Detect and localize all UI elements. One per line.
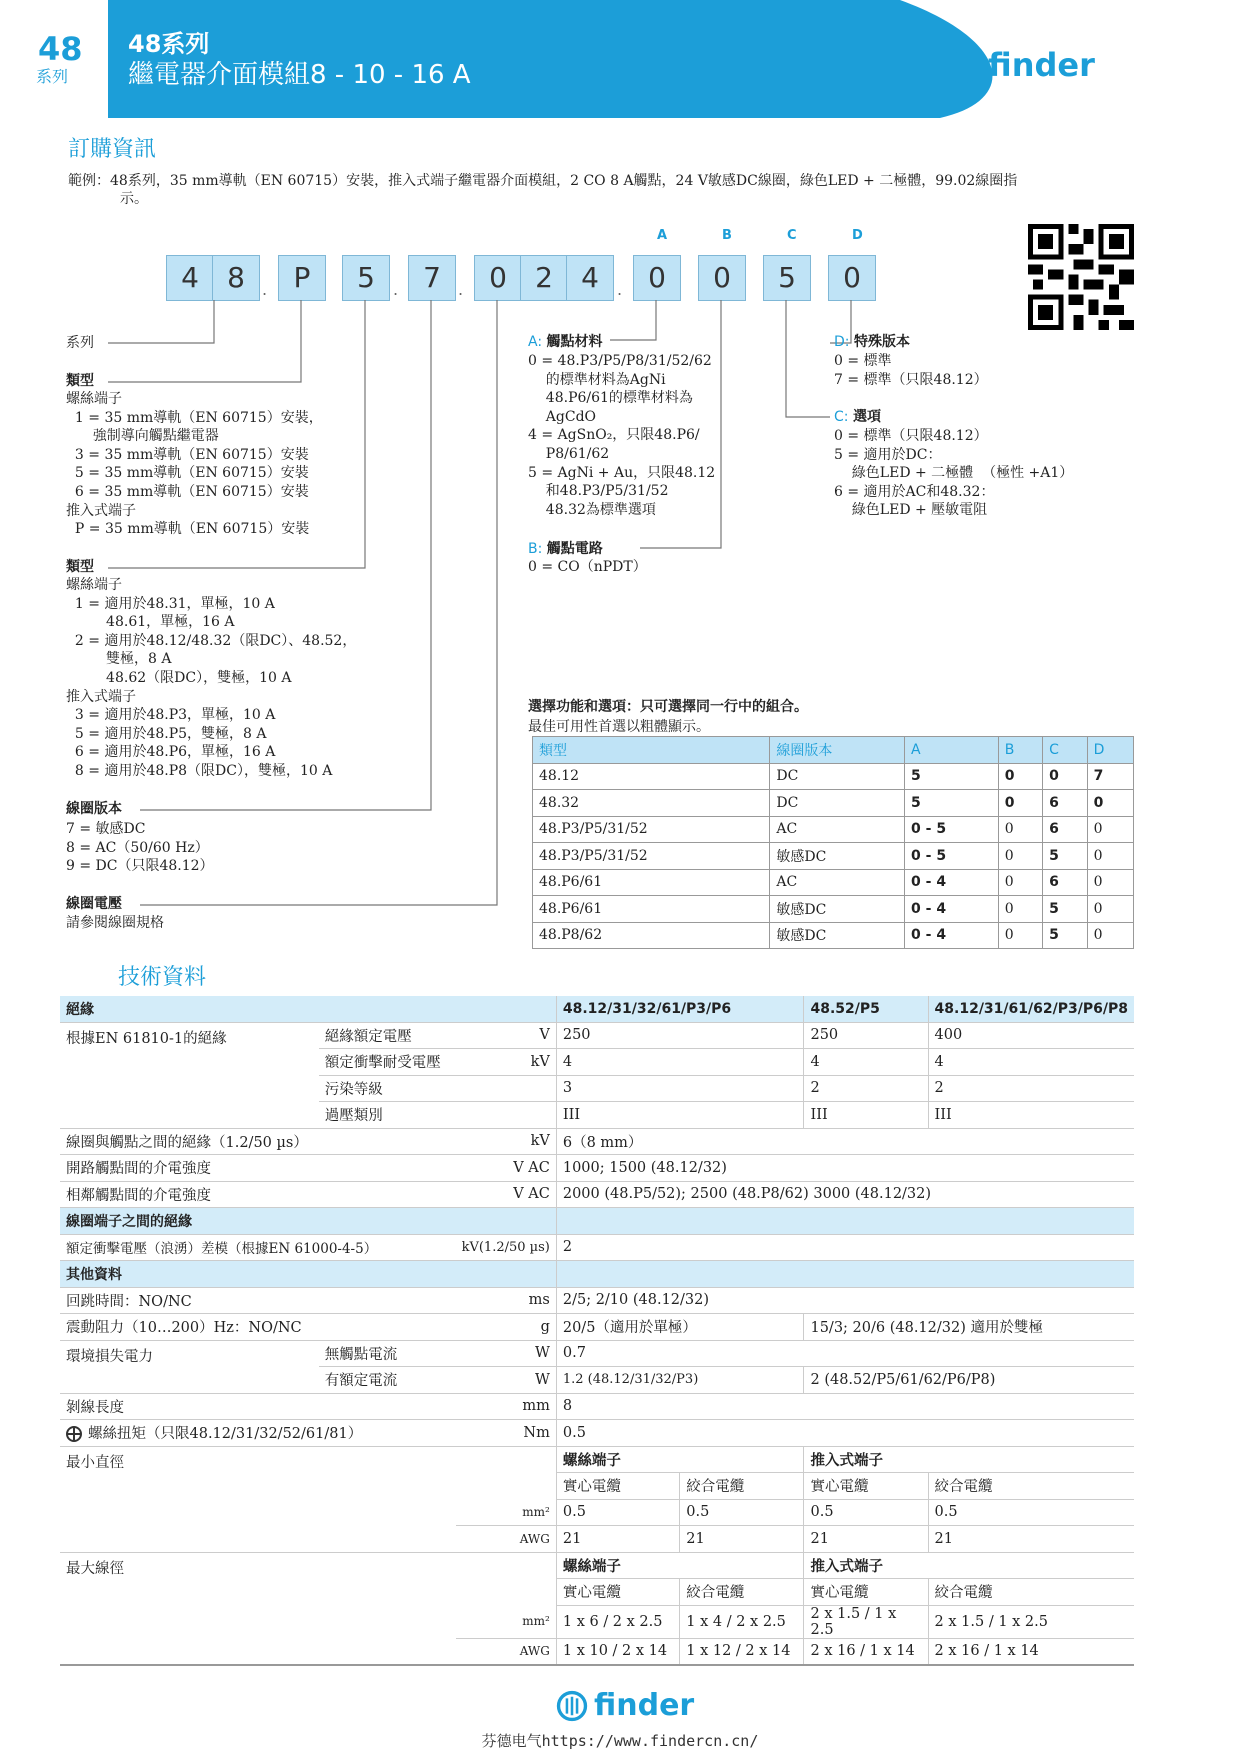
cell: 15/3; 20/6 (48.12/32) 適用於雙極	[804, 1314, 1134, 1341]
cell: 5	[1043, 896, 1087, 923]
table-row	[60, 1234, 1134, 1261]
cell: 0	[998, 869, 1042, 896]
cell: 2	[804, 1075, 928, 1102]
cell: 48.P6/61	[533, 869, 770, 896]
row-unit: mm²	[456, 1605, 557, 1638]
cell: 絞合電纜	[928, 1579, 1134, 1606]
footer-url[interactable]: 芬德电气https://www.findercn.cn/	[481, 1732, 759, 1750]
cell: 敏感DC	[770, 922, 905, 949]
cell: 48.P3/P5/31/52	[533, 843, 770, 870]
cell: 敏感DC	[770, 843, 905, 870]
cell: 250	[556, 1022, 804, 1049]
type1-title: 類型	[66, 373, 94, 389]
code-digit: P	[278, 255, 326, 301]
cell: 5	[905, 763, 999, 790]
row-unit: Nm	[456, 1420, 557, 1447]
code-digit: 0	[828, 255, 876, 301]
coil-insulation-heading: 線圈端子之間的絕緣	[60, 1208, 556, 1235]
cell: 絞合電纜	[928, 1473, 1134, 1500]
code-label-d: D	[852, 228, 863, 243]
coil-version-title: 線圈版本	[66, 801, 122, 817]
cell: 實心電纜	[556, 1473, 679, 1500]
code-label-b: B	[722, 228, 732, 243]
cell: 0	[998, 763, 1042, 790]
finder-logo-icon	[556, 1690, 588, 1722]
cell: 絞合電纜	[680, 1473, 804, 1500]
table-row	[60, 1314, 1134, 1341]
cell	[556, 1261, 1134, 1288]
coil-version-body: 7 = 敏感DC 8 = AC（50/60 Hz） 9 = DC（只限48.12）	[66, 821, 214, 875]
cell: 0.5	[556, 1420, 1134, 1447]
code-separator: .	[393, 280, 399, 299]
cell: 0	[998, 816, 1042, 843]
row-unit: mm	[456, 1393, 557, 1420]
code-digit: 5	[763, 255, 811, 301]
cell: 0	[1087, 843, 1133, 870]
cell: 21	[556, 1526, 679, 1553]
cell: III	[804, 1102, 928, 1129]
insulation-heading: 絕緣	[60, 996, 556, 1022]
code-separator: .	[262, 280, 268, 299]
contact-material-body: 0 = 48.P3/P5/P8/31/52/62 的標準材料為AgNi 48.P6/61的標準材料為 AgCdO 4 = AgSnO₂，只限48.P6/ P8/61/62 5 = AgNi + Au，只限48.12 和48.P3/P5/31/52 48.32為標準選項	[528, 353, 716, 518]
cell: 0.5	[556, 1499, 679, 1526]
code-digit: 5	[342, 255, 390, 301]
table-row	[60, 1128, 1134, 1155]
cell: 7	[1087, 763, 1133, 790]
cell	[456, 1446, 557, 1473]
code-digit: 0	[698, 255, 746, 301]
cell: AC	[770, 869, 905, 896]
cell: 1000; 1500 (48.12/32)	[556, 1155, 1134, 1182]
cell: 0.5	[804, 1499, 928, 1526]
row-label: 相鄰觸點間的介電強度	[60, 1181, 456, 1208]
page-subtitle: 繼電器介面模組8 - 10 - 16 A	[128, 60, 471, 90]
row-label: 開路觸點間的介電強度	[60, 1155, 456, 1182]
cell: 0.5	[680, 1499, 804, 1526]
cell: 0.5	[928, 1499, 1134, 1526]
tech-table	[60, 996, 1134, 1666]
row-unit: g	[456, 1314, 557, 1341]
cell: 48.P3/P5/31/52	[533, 816, 770, 843]
row-label	[60, 1420, 456, 1447]
cell: 0	[1087, 922, 1133, 949]
code-digit: 0	[474, 255, 522, 301]
table-row	[60, 1287, 1134, 1314]
example-line-2: 示。	[120, 191, 148, 207]
special-version-body: 0 = 標準 7 = 標準（只限48.12）	[834, 353, 988, 388]
code-digit: 4	[166, 255, 214, 301]
cell	[556, 1208, 1134, 1235]
row-unit: AWG	[456, 1638, 557, 1665]
table-row	[60, 1393, 1134, 1420]
table-row	[60, 1022, 1134, 1049]
cell: 20/5（適用於單極）	[556, 1314, 804, 1341]
coil-voltage-body: 請參閱線圈規格	[66, 915, 164, 931]
page-title: 48系列	[128, 30, 210, 58]
cell: 400	[928, 1022, 1134, 1049]
cell: 0	[1043, 763, 1087, 790]
cell: 2/5; 2/10 (48.12/32)	[556, 1287, 1134, 1314]
table-row	[60, 1181, 1134, 1208]
tech-title: 技術資料	[118, 965, 207, 990]
row-label: 污染等級	[319, 1075, 456, 1102]
screwdriver-icon	[66, 1426, 82, 1442]
cell: 0	[998, 896, 1042, 923]
type2-title: 類型	[66, 559, 94, 575]
ordering-title: 訂購資訊	[68, 137, 157, 162]
cell: 2000 (48.P5/52); 2500 (48.P8/62) 3000 (48.12/32)	[556, 1181, 1134, 1208]
cell: 21	[928, 1526, 1134, 1553]
cell: 48.P6/61	[533, 896, 770, 923]
row-unit: V AC	[456, 1181, 557, 1208]
type1-body: 螺絲端子 1 = 35 mm導軌（EN 60715）安裝， 強制導向觸點繼電器 3 = 35 mm導軌（EN 60715）安裝 5 = 35 mm導軌（EN 60715）安裝 6 = 35 mm導軌（EN 60715）安裝 推入式端子 P = 35 mm導軌（EN 60715）安裝	[66, 391, 323, 538]
cell: 1 x 4 / 2 x 2.5	[680, 1605, 804, 1638]
code-digit: 8	[212, 255, 260, 301]
options-body: 0 = 標準（只限48.12） 5 = 適用於DC： 綠色LED + 二極體 （極性 +A1） 6 = 適用於AC和48.32： 綠色LED + 壓敏電阻	[834, 428, 1074, 519]
series-label-text: 系列	[66, 335, 94, 351]
table-row	[60, 1446, 1134, 1473]
cell: 0	[1087, 816, 1133, 843]
cell: 4	[556, 1049, 804, 1076]
row-unit: kV	[456, 1049, 557, 1076]
cell: 2 x 16 / 1 x 14	[804, 1638, 928, 1665]
example-line-1: 範例：48系列，35 mm導軌（EN 60715）安裝，推入式端子繼電器介面模組，2 CO 8 A觸點，24 V敏感DC線圈，綠色LED + 二極體，99.02線圈指	[68, 173, 1018, 189]
cell: DC	[770, 763, 905, 790]
cell: 2	[556, 1234, 1134, 1261]
sel-col-coil: 線圈版本	[770, 737, 905, 764]
cell: 實心電纜	[556, 1579, 679, 1606]
cell: 0 - 4	[905, 922, 999, 949]
table-row	[60, 1340, 1134, 1367]
table-row	[533, 896, 1134, 923]
coil-voltage-title: 線圈電壓	[66, 896, 122, 912]
selection-header-row	[533, 737, 1134, 764]
cell: 2 x 1.5 / 1 x 2.5	[804, 1605, 928, 1638]
cell: 8	[556, 1393, 1134, 1420]
cell: 絞合電纜	[680, 1579, 804, 1606]
tech-col-1: 48.12/31/32/61/P3/P6	[556, 996, 804, 1022]
row-label: 線圈與觸點之間的絕緣（1.2/50 µs）	[60, 1128, 456, 1155]
cell: 0.7	[556, 1340, 1134, 1367]
code-label-a: A	[657, 228, 668, 243]
cell: 2 x 16 / 1 x 14	[928, 1638, 1134, 1665]
row-unit: V AC	[456, 1155, 557, 1182]
sel-col-a: A	[905, 737, 999, 764]
table-row	[533, 922, 1134, 949]
cell: 0	[1087, 869, 1133, 896]
row-label: 回跳時間：NO/NC	[60, 1287, 456, 1314]
cell: 4	[804, 1049, 928, 1076]
sel-col-type: 類型	[533, 737, 770, 764]
options-title: C: 選項	[834, 409, 881, 425]
push-terminal-heading: 推入式端子	[804, 1446, 1134, 1473]
code-separator: .	[458, 280, 464, 299]
row-unit: W	[456, 1367, 557, 1394]
row-label: 震動阻力（10…200）Hz：NO/NC	[60, 1314, 456, 1341]
cell: 實心電纜	[804, 1473, 928, 1500]
code-digit: 7	[408, 255, 456, 301]
cell: 0 - 4	[905, 896, 999, 923]
cell: 3	[556, 1075, 804, 1102]
row-unit	[456, 1102, 557, 1129]
row-unit: kV	[456, 1128, 557, 1155]
row-label: 絕緣額定電壓	[319, 1022, 456, 1049]
cell	[456, 1552, 557, 1579]
cell: 250	[804, 1022, 928, 1049]
contact-circuit-body: 0 = CO（nPDT）	[528, 559, 647, 575]
cell: 1 x 10 / 2 x 14	[556, 1638, 679, 1665]
row-label: 剝線長度	[60, 1393, 456, 1420]
special-version-title: D: 特殊版本	[834, 334, 910, 350]
table-row	[533, 843, 1134, 870]
cell: 0	[1087, 896, 1133, 923]
cell: 2 (48.52/P5/61/62/P6/P8)	[804, 1367, 1134, 1394]
code-digit: 0	[633, 255, 681, 301]
row-unit: kV(1.2/50 µs)	[456, 1234, 557, 1261]
sel-col-c: C	[1043, 737, 1087, 764]
footer-logo-text: finder	[594, 1688, 695, 1723]
cell: DC	[770, 790, 905, 817]
cell: 2 x 1.5 / 1 x 2.5	[928, 1605, 1134, 1638]
coil-insulation-heading-row	[60, 1208, 1134, 1235]
type2-body: 螺絲端子 1 = 適用於48.31，單極，10 A 48.61，單極，16 A 2 = 適用於48.12/48.32（限DC）、48.52， 雙極，8 A 48.62（限DC），雙極，10 A 推入式端子 3 = 適用於48.P3，單極，10 A 5 = 適用於48.P5，雙極，8 A 6 = 適用於48.P6，單極，16 A 8 = 適用於48.P8（限DC），雙極，10 A	[66, 577, 357, 779]
cell: 48.12	[533, 763, 770, 790]
row-unit: W	[456, 1340, 557, 1367]
table-row	[533, 869, 1134, 896]
cell: 6（8 mm）	[556, 1128, 1134, 1155]
cell	[456, 1579, 557, 1606]
cell: AC	[770, 816, 905, 843]
other-data-heading-row	[60, 1261, 1134, 1288]
cell: 0 - 4	[905, 869, 999, 896]
tech-col-3: 48.12/31/61/62/P3/P6/P8	[928, 996, 1134, 1022]
row-unit: ms	[456, 1287, 557, 1314]
series-number: 48	[38, 30, 83, 68]
code-digit: 2	[520, 255, 568, 301]
table-row	[60, 1552, 1134, 1579]
cell: 0	[998, 790, 1042, 817]
code-label-c: C	[787, 228, 797, 243]
selection-title: 選擇功能和選項：只可選擇同一行中的組合。	[528, 699, 808, 715]
tech-col-2: 48.52/P5	[804, 996, 928, 1022]
cell: 6	[1043, 790, 1087, 817]
cell: 0 - 5	[905, 816, 999, 843]
selection-table	[532, 736, 1134, 949]
footer-logo	[556, 1688, 694, 1723]
row-label: 環境損失電力	[60, 1340, 319, 1393]
finder-logo-text: finder	[988, 46, 1095, 84]
cell: 0	[1087, 790, 1133, 817]
screw-terminal-heading: 螺絲端子	[556, 1446, 804, 1473]
cell: 5	[1043, 843, 1087, 870]
cell: 敏感DC	[770, 896, 905, 923]
table-row	[533, 790, 1134, 817]
table-row	[533, 763, 1134, 790]
cell: 6	[1043, 869, 1087, 896]
min-diameter-label: 最小直徑	[60, 1446, 456, 1552]
cell: 0	[998, 843, 1042, 870]
en-insulation-label: 根據EN 61810-1的絕緣	[60, 1022, 319, 1128]
cell: 21	[804, 1526, 928, 1553]
cell: III	[556, 1102, 804, 1129]
cell: 2	[928, 1075, 1134, 1102]
tech-header-row	[60, 996, 1134, 1022]
cell: 5	[1043, 922, 1087, 949]
cell: 實心電纜	[804, 1579, 928, 1606]
cell: 1.2 (48.12/31/32/P3)	[556, 1367, 804, 1394]
row-unit	[456, 1075, 557, 1102]
contact-material-title: A: 觸點材料	[528, 334, 603, 350]
cell: III	[928, 1102, 1134, 1129]
cell: 48.P8/62	[533, 922, 770, 949]
cell: 21	[680, 1526, 804, 1553]
sel-col-d: D	[1087, 737, 1133, 764]
max-wire-label: 最大線徑	[60, 1552, 456, 1665]
code-separator: .	[617, 280, 623, 299]
row-unit: AWG	[456, 1526, 557, 1553]
code-digit: 4	[566, 255, 614, 301]
table-row	[60, 1155, 1134, 1182]
table-row	[60, 1420, 1134, 1447]
table-row	[533, 816, 1134, 843]
cell: 5	[905, 790, 999, 817]
cell: 1 x 12 / 2 x 14	[680, 1638, 804, 1665]
other-data-heading: 其他資料	[60, 1261, 556, 1288]
cell: 48.32	[533, 790, 770, 817]
cell: 0 - 5	[905, 843, 999, 870]
cell: 1 x 6 / 2 x 2.5	[556, 1605, 679, 1638]
cell: 0	[998, 922, 1042, 949]
row-unit: mm²	[456, 1499, 557, 1526]
screw-terminal-heading: 螺絲端子	[556, 1552, 804, 1579]
cell: 6	[1043, 816, 1087, 843]
row-label: 無觸點電流	[319, 1340, 456, 1367]
sel-col-b: B	[998, 737, 1042, 764]
row-label: 額定衝擊電壓（浪湧）差模（根據EN 61000-4-5）	[60, 1234, 456, 1261]
row-unit: V	[456, 1022, 557, 1049]
cell: 4	[928, 1049, 1134, 1076]
row-label: 額定衝擊耐受電壓	[319, 1049, 456, 1076]
selection-subtitle: 最佳可用性首選以粗體顯示。	[528, 719, 710, 735]
series-label: 系列	[36, 67, 69, 86]
contact-circuit-title: B: 觸點電路	[528, 541, 603, 557]
row-label: 有額定電流	[319, 1367, 456, 1394]
push-terminal-heading: 推入式端子	[804, 1552, 1134, 1579]
row-label: 過壓類別	[319, 1102, 456, 1129]
torque-label: 螺絲扭矩（只限48.12/31/32/52/61/81）	[88, 1426, 363, 1443]
cell	[456, 1473, 557, 1500]
